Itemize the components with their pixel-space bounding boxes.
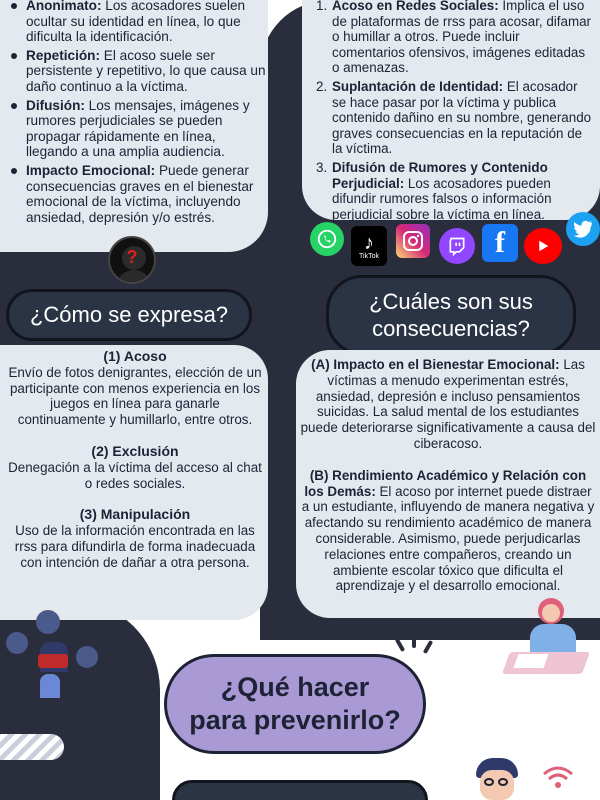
stripe-decoration	[0, 734, 64, 760]
instagram-icon	[396, 224, 430, 258]
twitter-icon	[566, 212, 600, 246]
boy-illustration	[474, 758, 520, 800]
expression-item	[8, 507, 262, 570]
consequence-item: (B) Rendimiento Académico y Relación con los Demás: El acoso por internet puede distraer a un estudiante, influyendo de manera negativa y afectando su rendimiento académico de manera considerable. Asimismo, puede perjudicarlas relaciones entre compañeros, creando un ambiente escolar tóxico que dificulta el aprendizaje y el desarrollo emocional.	[301, 467, 595, 594]
section-text: Denegación a la víctima del acceso al chat o redes sociales.	[8, 459, 262, 491]
expression-item	[8, 349, 262, 428]
expression-heading: ¿Cómo se expresa?	[6, 289, 252, 341]
people-illustration	[0, 606, 110, 700]
list-item: Anonimato: Los acosadores suelen ocultar su identidad en línea, lo que dificulta la identificación.	[4, 0, 266, 45]
section-text: Uso de la información encontrada en las rrss para difundirla de forma inadecuada con intención de dañar a otra persona.	[14, 523, 256, 570]
consequences-heading: ¿Cuáles son sus consecuencias?	[326, 275, 576, 355]
hacker-icon: ?	[108, 236, 156, 284]
section-title: (1) Acoso	[103, 348, 167, 364]
whatsapp-icon	[310, 222, 344, 256]
section-title: (3) Manipulación	[79, 506, 191, 523]
consequence-item: (A) Impacto en el Bienestar Emocional: Las víctimas a menudo experimentan estrés, ansiedad, depresión e incluso pensamientos suicidas. La salud mental de los estudiantes puede deteriorarse significativamente a causa del ciberacoso.	[300, 357, 596, 451]
wifi-icon	[540, 764, 576, 792]
student-illustration	[502, 594, 600, 686]
list-item: 3. Difusión de Rumores y Contenido Perjudicial: Los acosadores pueden difundir rumores falsos o información perjudicial sobre la víctima en línea.	[316, 159, 552, 222]
expression-item	[8, 444, 262, 491]
section-title: (2) Exclusión	[91, 442, 179, 459]
section-text: Envío de fotos denigrantes, elección de un participante con menos experiencia en los juegos en línea para ganarle continuamente y humillarlo, entre otros.	[8, 364, 262, 428]
list-item: Impacto Emocional: Puede generar consecuencias graves en el bienestar emocional de la víctima, incluyendo ansiedad, depresión y/o estrés.	[4, 163, 266, 225]
bottom-pill	[172, 780, 428, 800]
list-item: Difusión: Los mensajes, imágenes y rumores perjudiciales se pueden propagar rápidamente en línea, llegando a una amplia audiencia.	[4, 98, 266, 160]
list-item: Repetición: El acoso suele ser persistente y repetitivo, lo que causa un daño continuo a la víctima.	[4, 48, 266, 95]
twitch-icon	[439, 228, 475, 264]
list-item: 1. Acoso en Redes Sociales: Implica el uso de plataformas de rrss para acosar, difamar o humillar a otros. Puede incluir comentarios ofensivos, imágenes editadas o amenazas.	[316, 0, 592, 76]
tiktok-icon: ♪ TikTok	[351, 226, 387, 266]
youtube-icon	[524, 228, 562, 264]
prevention-heading: ¿Qué hacer para prevenirlo?	[164, 654, 426, 754]
list-item: 2. Suplantación de Identidad: El acosador se hace pasar por la víctima y publica contenido dañino en su nombre, generando graves consecuencias en la reputación de la víctima.	[316, 78, 592, 157]
expression-content	[8, 349, 262, 571]
types-list	[306, 0, 592, 225]
facebook-icon: f	[482, 224, 518, 262]
consequences-content	[300, 357, 596, 594]
features-list	[4, 0, 266, 228]
